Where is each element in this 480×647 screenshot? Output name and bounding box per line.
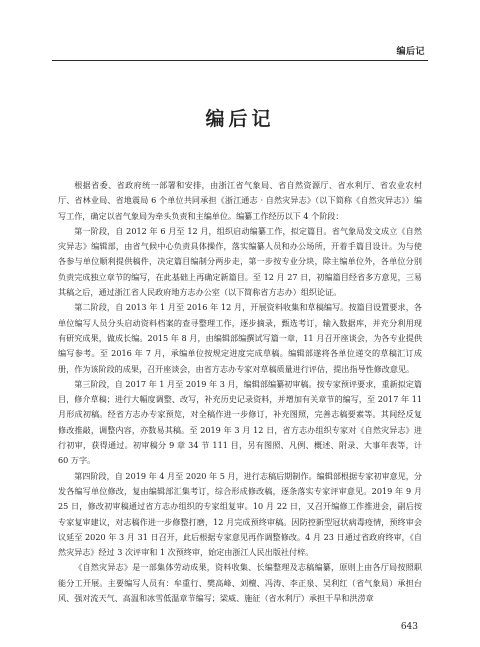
running-head-title: 编后记 [396,47,425,57]
page-number: 643 [400,622,418,632]
header-divider [52,60,428,61]
paragraph: 第一阶段，自 2012 年 6 月至 12 月，组织启动编纂工作，拟定篇目。省气象局发文成立《自然灾异志》编辑部，由省气候中心负责具体操作，落实编纂人员和办公场所，开着手篇目设计。为与使各参与单位顺利提供稿件，决定篇目编制分两步走，第一步按专业分块，除主编单位外，各单位分别负责完成独立章节的编写，在此基础上再确定新篇目。至 12 月 27 日，初编篇目经省多方意见，三易其稿之后，通过浙江省人民政府地方志办公室（以下简称省方志办）组织论证。 [58,225,422,298]
paragraph: 第四阶段，自 2019 年 4 月至 2020 年 5 月，进行志稿后期制作。编辑部根据专家初审意见，分发各编写单位修改，复由编辑部汇集考订，综合形成修改稿，逐条落实专家评审意见。2019 年 9 月 25 日，修改初审稿通过省方志办组织的专家组复审。10 月 22 日，又召开编修工作推进会，副后按专家复审建议，对志稿作进一步修整打磨，12 月完成预终审稿。因防控新型冠状病毒疫情，预终审会议延至 2020 年 3 月 31 日召开，此后根据专家意见再作调整修改。4 月 23 日通过省政府终审，《自然灾异志》经过 3 次评审和 1 次预终审，始定由浙江人民出版社付梓。 [58,470,422,558]
body-text [58,178,422,606]
page-title: 编后记 [205,108,275,130]
paragraph: 根据省委、省政府统一部署和安排，由浙江省气象局、省自然资源厅、省水利厅、省农业农村厅、省林业局、省地震局 6 个单位共同承担《浙江通志 · 自然灾异志》（以下简称《自然灾异志》）编写工作，确定以省气象局为牵头负责和主编单位。编纂工作经历以下 4 个阶段： [58,180,422,221]
paragraph: 第三阶段，自 2017 年 1 月至 2019 年 3 月，编辑部编纂初审稿。按专家预评要求，重新拟定篇目，修介草稿；进行大幅度调整、改写，补充历史记录资料，并增加有关章节的编写，至 2017 年 11 月形成初稿。经省方志办专家预览，对全稿作进一步修订，补充图照，完善志稿要素等。其间经反复修改推敲，调整内容，亦数易其稿。至 2019 年 3 月 12 日，省方志办组织专家对《自然灾异志》进行初审，获得通过。初审稿分 9 章 34 节 111 目，另有图照、凡例、概述、附录、大事年表等，计 60 万字。 [58,378,422,466]
paragraph: 第二阶段，自 2013 年 1 月至 2016 年 12 月，开展资料收集和草稿编写。按篇目设置要求，各单位编写人员分头启动资料档案的查寻整理工作，逐步摘录，甄选考订，输入数据库，并充分利用现有研究成果，做成长编。2015 年 8 月，由编辑部编撰试写篇一章，11 月召开座谈会，为各专业提供编写参考。至 2016 年 7 月，承编单位按规定进度完成草稿。编辑部遂将各单位递交的草稿汇订成册，作为该阶段的成果，召开座谈会，由省方志办专家对草稿质量进行评估，提出指导性修改意见。 [58,302,422,374]
paragraph: 《自然灾异志》是一部集体劳动成果，资料收集、长编整理及志稿编纂，原则上由各厅局按照职能分工开展。主要编写人员有：牟重行、樊高峰、刘檀、冯涛、李正泉、吴利红（省气象局）承担台风、强对流天气、高温和冰雪低温章节编写；梁威、施征（省水利厅）承担干旱和洪涝章 [58,562,422,604]
